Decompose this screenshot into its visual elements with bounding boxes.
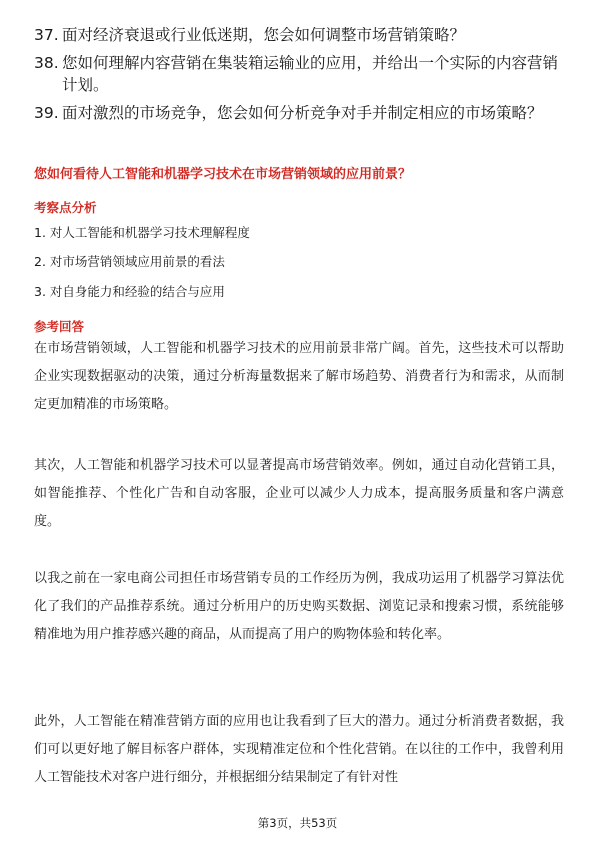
page-footer: 第3页，共53页 xyxy=(257,816,338,830)
answer-paragraph: 以我之前在一家电商公司担任市场营销专员的工作经历为例，我成功运用了机器学习算法优化了我们的产品推荐系统。通过分析用户的历史购买数据、浏览记录和搜索习惯，系统能够精准地为用户推荐感兴趣的商品，从而提高了用户的购物体验和转化率。 xyxy=(34,571,564,642)
analysis-point: 1. 对人工智能和机器学习技术理解程度 xyxy=(34,225,250,240)
analysis-point: 2. 对市场营销领域应用前景的看法 xyxy=(34,254,225,269)
analysis-point: 3. 对自身能力和经验的结合与应用 xyxy=(34,284,225,299)
question-text: 面对经济衰退或行业低迷期，您会如何调整市场营销策略？ xyxy=(62,26,466,44)
question-number: 37. xyxy=(34,26,59,44)
question-text: 面对激烈的市场竞争，您会如何分析竞争对手并制定相应的市场策略？ xyxy=(62,104,543,122)
answer-paragraph: 此外，人工智能在精准营销方面的应用也让我看到了巨大的潜力。通过分析消费者数据，我们可以更好地了解目标客户群体，实现精准定位和个性化营销。在以往的工作中，我曾利用人工智能技术对客户进行细分，并根据细分结果制定了有针对性 xyxy=(34,714,564,785)
question-list xyxy=(34,24,564,130)
question-item xyxy=(34,52,564,96)
answer-paragraph: 在市场营销领域，人工智能和机器学习技术的应用前景非常广阔。首先，这些技术可以帮助企业实现数据驱动的决策，通过分析海量数据来了解市场趋势、消费者行为和需求，从而制定更加精准的市场策略。 xyxy=(34,341,564,412)
question-number: 39. xyxy=(34,104,59,122)
question-text: 您如何理解内容营销在集装箱运输业的应用，并给出一个实际的内容营销计划。 xyxy=(62,54,559,94)
question-number: 38. xyxy=(34,54,59,72)
analysis-heading: 考察点分析 xyxy=(34,200,97,215)
question-item xyxy=(34,24,564,46)
question-item xyxy=(34,102,564,124)
topic-question: 您如何看待人工智能和机器学习技术在市场营销领域的应用前景？ xyxy=(34,167,412,182)
answer-paragraph: 其次，人工智能和机器学习技术可以显著提高市场营销效率。例如，通过自动化营销工具，如智能推荐、个性化广告和自动客服，企业可以减少人力成本，提高服务质量和客户满意度。 xyxy=(34,458,564,529)
answer-heading: 参考回答 xyxy=(34,319,85,334)
